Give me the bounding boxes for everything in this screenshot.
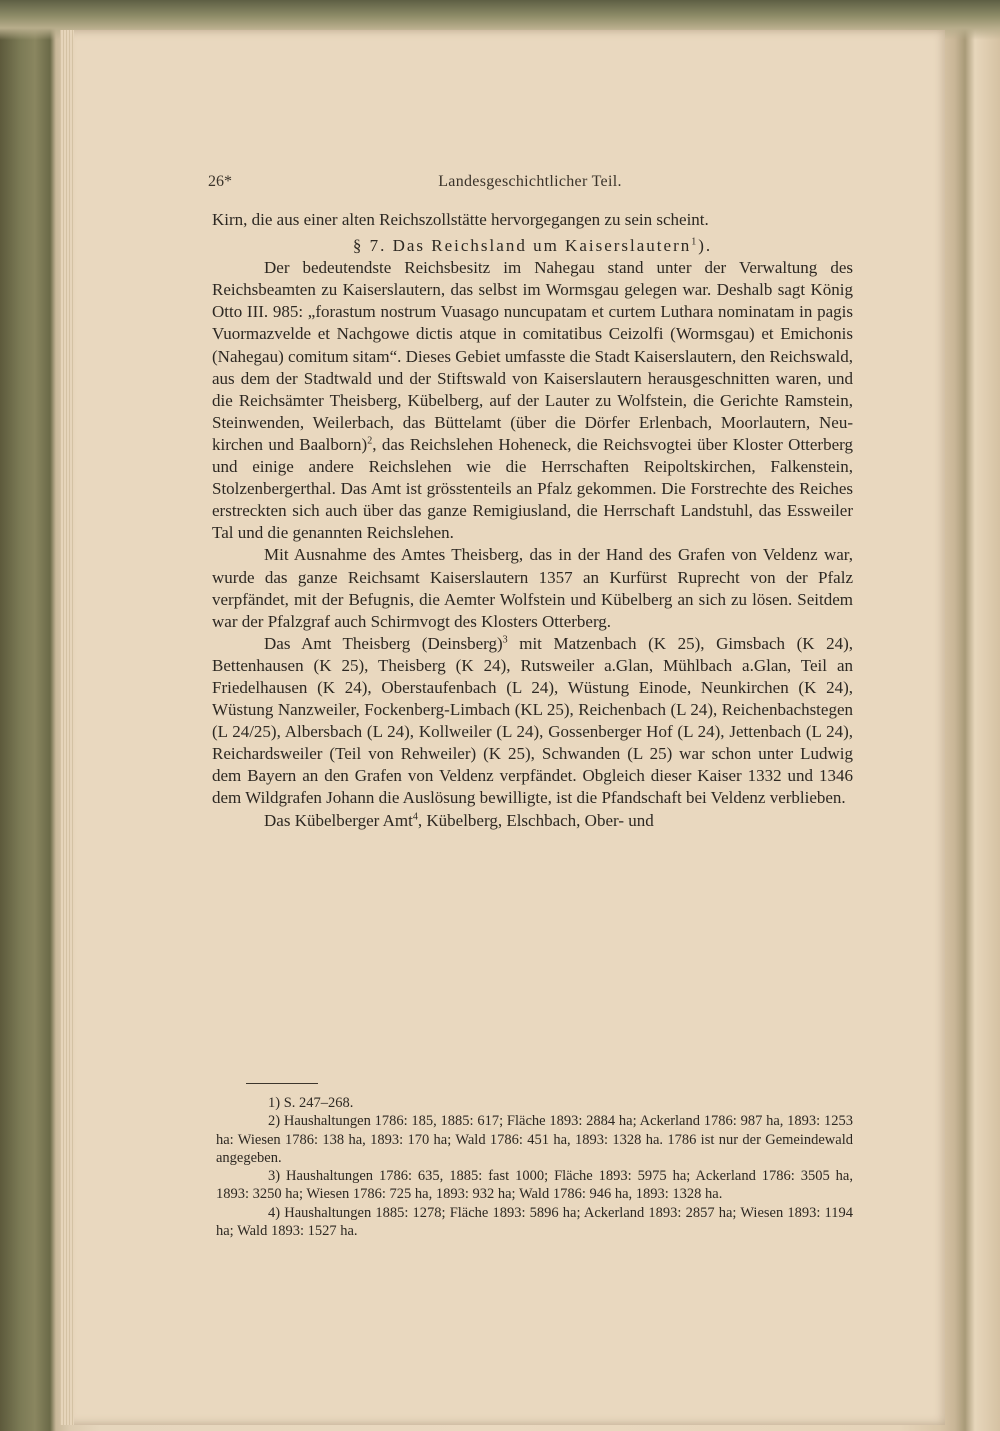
paragraph-2: Mit Ausnahme des Amtes Theisberg, das in der Hand des Grafen von Veldenz war, wurde das ganze Reichsamt Kaiserslautern 1357 an Kurfürst Ruprecht von der Pfalz verpfändet, mit der Befugnis, die Aemter Wolfstein und Kübelberg an sich zu lösen. Seitdem war der Pfalzgraf auch Schirmvogt des Klosters Otterberg. — [212, 545, 853, 631]
paragraph-3-part-b: mit Matzenbach (K 25), Gimsbach (K 24), Bettenhausen (K 25), Theisberg (K 24), Rutsweiler a.Glan, Mühlbach a.Glan, Teil an Friedelhausen (K 24), Oberstaufenbach (L 24), Wüstung Einode, Neunkirchen (K 24), Wüstung Nanzweiler, Fockenberg-Limbach (KL 25), Reichenbach (L 24), Reichenbachstegen (L 24/25), Albersbach (L 24), Kollweiler (L 24), Gossenberger Hof (L 24), Jettenbach (L 24), Reichardsweiler (Teil von Rehweiler) (K 25), Schwanden (L 25) war schon unter Ludwig dem Bayern an den Grafen von Veldenz verpfändet. Obgleich dieser Kaiser 1332 und 1346 dem Wildgrafen Johann die Auslösung bewilligte, ist die Pfandschaft bei Veldenz verblieben. — [212, 633, 853, 808]
footnote-ref-3: 3 — [502, 634, 508, 646]
footnote-rule — [246, 1083, 318, 1084]
main-text — [212, 209, 853, 832]
paragraph-4-part-a: Das Kübelberger Amt — [264, 810, 413, 830]
footnote-1: 1) S. 247–268. — [268, 1095, 354, 1111]
paragraph-4-part-b: , Kübelberg, Elschbach, Ober- und — [417, 810, 654, 830]
footnote-4: 4) Haushaltungen 1885: 1278; Fläche 1893: 5896 ha; Ackerland 1893: 2857 ha; Wiesen 1893: 1194 ha; Wald 1893: 1527 ha. — [216, 1204, 853, 1240]
paragraph-3-part-a: Das Amt Theisberg (Deinsberg) — [264, 633, 503, 653]
footnote-ref-4: 4 — [412, 810, 418, 822]
paragraph-1-part-a: Der bedeutendste Reichsbesitz im Nahegau stand unter der Verwaltung des Reichsbeamten zu Kaiserslautern, das selbst im Wormsgau gelegen war. Deshalb sagt König Otto III. 985: „forastum nostrum Vuasago nuncupatam et curtem Luthara nominatam in pagis Vuormazvelde et Nachgowe dictis atque in comitatibus Ceizolfi (Wormsgau) et Emichonis (Nahegau) comitum sitam“. Dieses Gebiet umfasste die Stadt Kaiserslautern, den Reichswald, aus dem der Stadtwald und der Stiftswald von Kaiserslautern herausgeschnitten waren, und die Reichsämter Theisberg, Kübelberg, auf der Lauter zu Wolfstein, die Gerichte Ramstein, Steinwenden, Weilerbach, das Büttelamt (über die Dörfer Erlenbach, Moorlautern, Neukirchen und Baalborn) — [212, 258, 853, 454]
section-heading-text: § 7. Das Reichsland um Kaiserslautern — [352, 236, 692, 256]
page-stack-edge — [60, 30, 74, 1425]
footnote-ref-1: 1 — [691, 236, 699, 248]
running-header — [208, 173, 852, 195]
footnotes — [216, 1094, 853, 1240]
page-number: 26* — [208, 173, 232, 190]
paragraph-3 — [212, 633, 853, 810]
footnote-3: 3) Haushaltungen 1786: 635, 1885: fast 1000; Fläche 1893: 5975 ha; Ackerland 1786: 3505 ha, 1893: 3250 ha; Wiesen 1786: 725 ha, 1893: 932 ha; Wald 1786: 946 ha, 1893: 1328 ha. — [216, 1168, 853, 1203]
footnote-2: 2) Haushaltungen 1786: 185, 1885: 617; Fläche 1893: 2884 ha; Ackerland 1786: 987 ha, 1893: 1253 ha: Wiesen 1786: 138 ha, 1893: 170 ha; Wald 1786: 451 ha, 1893: 1328 ha. 1786 ist nur der Gemeindewald angegeben. — [216, 1113, 853, 1166]
paragraph-4 — [212, 810, 853, 832]
paragraph-1-part-b: , das Reichslehen Hoheneck, die Reichsvogtei über Kloster Otterberg und einige andere Reichslehen wie die Herrschaften Reipoltskirchen, Falkenstein, Stolzenbergerthal. Das Amt ist grösstenteils an Pfalz gekommen. Die Forstrechte des Reiches erstreckten sich auch über das ganze Remigiusland, die Herrschaft Landstuhl, das Essweiler Tal und die genannten Reichslehen. — [212, 434, 853, 543]
paragraph-intro: Kirn, die aus einer alten Reichszollstätte hervorgegangen zu sein scheint. — [212, 210, 709, 229]
header-title: Landesgeschichtlicher Teil. — [438, 173, 622, 190]
footnote-ref-2: 2 — [367, 435, 373, 447]
section-heading — [212, 235, 853, 257]
section-heading-bracket: ). — [698, 236, 713, 256]
paragraph-1 — [212, 257, 853, 544]
